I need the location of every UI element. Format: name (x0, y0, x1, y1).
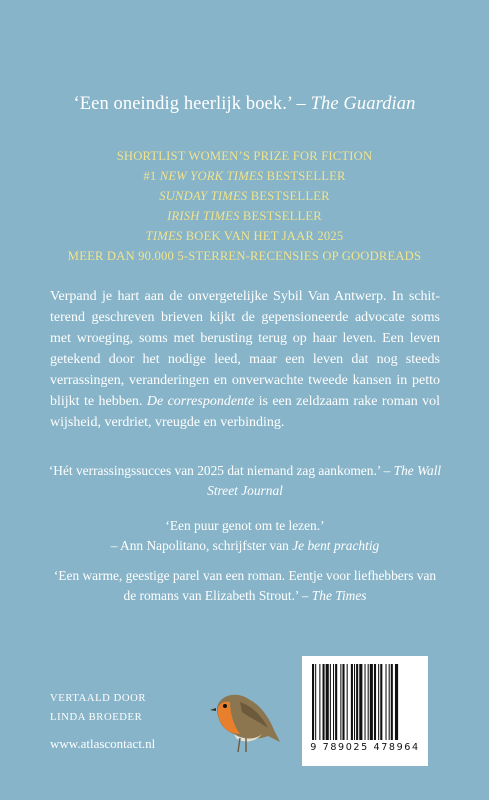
translator-name: LINDA BROEDER (50, 712, 143, 723)
award-line: #1 NEW YORK TIMES BESTSELLER (143, 169, 346, 183)
barcode-bars (312, 664, 418, 740)
review-quote: ‘Een warme, geestige parel van een roman. Eentje voor liefhebbers van de romans van Elizabeth Strout.’ – The Times (53, 568, 437, 603)
award-line: SUNDAY TIMES BESTSELLER (159, 189, 330, 203)
barcode (302, 656, 428, 766)
translator-label: VERTAALD DOOR (50, 693, 147, 704)
headline-quote (0, 94, 489, 115)
review-quote: ‘Een puur genot om te lezen.’ – Ann Napolitano, schrijfster van Je bent prachtig (110, 518, 380, 553)
book-title: De correspondente (146, 394, 255, 409)
awards-list (0, 146, 489, 266)
award-line: MEER DAN 90.000 5-STERREN-RECENSIES OP GOODREADS (67, 249, 422, 263)
headline-source: The Guardian (310, 94, 416, 114)
robin-icon (200, 676, 282, 756)
quote-source: The Times (311, 588, 367, 603)
review-quote: ‘Hét verrassingssucces van 2025 dat niemand zag aankomen.’ – The Wall Street Journal (48, 463, 442, 498)
book-blurb: Verpand je hart aan de onvergetelijke Sybil Van Antwerp. In schitterend geschreven brieven kijkt de gepensioneerde advocate soms met wroeging, soms met berusting terug op haar leven. Een leven getekend door het nodige leed, maar een leven dat nog steeds verrassingen, veranderingen en onverwachte tweede kansen in petto blijkt te hebben. De correspondente is een zeldzaam rake roman vol wijsheid, verdriet, vreugde en verbinding. (50, 289, 440, 430)
award-line: SHORTLIST WOMEN’S PRIZE FOR FICTION (116, 149, 373, 163)
isbn-number: 9 789025 478964 (310, 742, 420, 753)
award-line: TIMES BOEK VAN HET JAAR 2025 (145, 229, 344, 243)
award-line: IRISH TIMES BESTSELLER (167, 209, 322, 223)
publisher-website: www.atlascontact.nl (50, 736, 156, 751)
headline-quote-text: ‘Een oneindig heerlijk boek.’ (73, 94, 292, 114)
headline-dash: – (291, 94, 311, 114)
quote-source: The Wall Street Journal (207, 463, 442, 498)
translator-credit (50, 689, 146, 727)
quote-source: Je bent prachtig (292, 538, 380, 553)
